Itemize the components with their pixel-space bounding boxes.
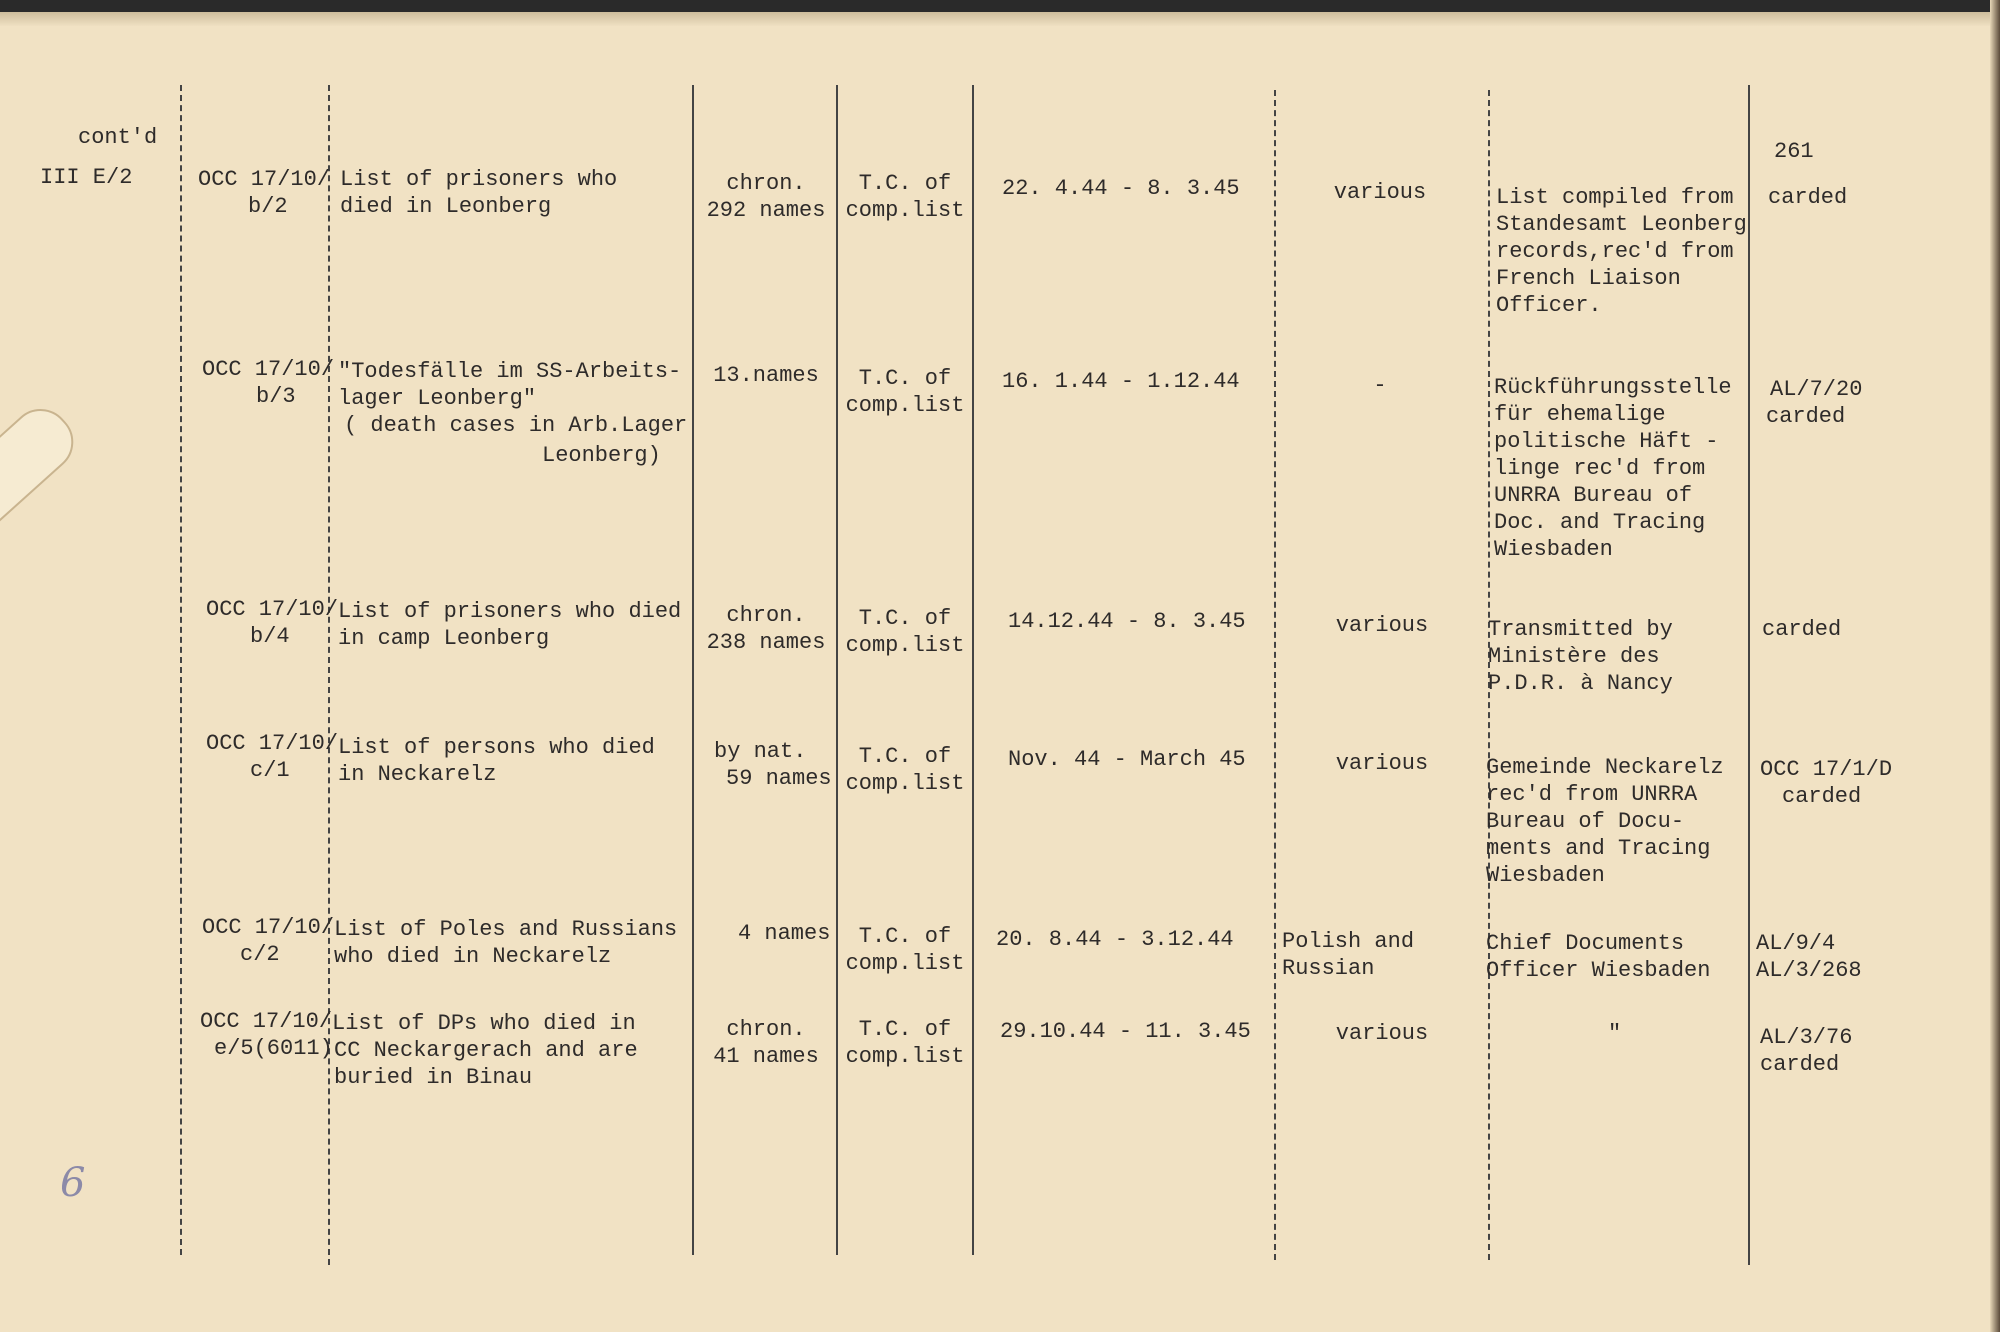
form-line: T.C. of: [858, 171, 952, 196]
source-line: records,rec'd from: [1496, 239, 1734, 264]
source-line: Standesamt Leonberg: [1496, 212, 1747, 237]
nationality: -: [1373, 373, 1387, 398]
description-line: in camp Leonberg: [338, 626, 550, 651]
ref-line: OCC 17/10/: [206, 731, 339, 756]
source-line: List compiled from: [1496, 185, 1734, 210]
form-line: T.C. of: [858, 606, 952, 631]
ref-line: OCC 17/10/: [202, 915, 335, 940]
source-line: für ehemalige: [1494, 402, 1666, 427]
remarks-line: carded: [1760, 1052, 1840, 1077]
source-line: Gemeinde Neckarelz: [1486, 755, 1724, 780]
ref-line: b/3: [256, 384, 296, 409]
nationality: various: [1335, 751, 1429, 776]
ref-line: OCC 17/10/: [198, 167, 331, 192]
column-rule-4: [836, 85, 838, 1255]
description-line: List of Poles and Russians: [334, 917, 678, 942]
column-rule-2: [328, 85, 330, 1265]
source-line: Ministère des: [1488, 644, 1660, 669]
source-line: French Liaison: [1496, 266, 1681, 291]
column-rule-5: [972, 85, 974, 1255]
source-line: ments and Tracing: [1486, 836, 1711, 861]
handwritten-margin-note: 6: [60, 1160, 86, 1206]
form-line: T.C. of: [858, 744, 952, 769]
description-line: lager Leonberg": [338, 386, 537, 411]
nationality-line: Polish and: [1282, 929, 1415, 954]
form-line: comp.list: [845, 393, 965, 418]
arrangement-line: chron.: [726, 171, 806, 196]
ref-line: OCC 17/10/: [200, 1009, 333, 1034]
description-line: List of prisoners who: [340, 167, 618, 192]
contd-label: cont'd: [78, 125, 158, 150]
source-line: Rückführungsstelle: [1494, 375, 1732, 400]
remarks-line: AL/9/4: [1756, 931, 1836, 956]
ref-line: OCC 17/10/: [202, 357, 335, 382]
form-line: comp.list: [845, 951, 965, 976]
source-line: Wiesbaden: [1486, 863, 1605, 888]
source-line: Bureau of Docu-: [1486, 809, 1685, 834]
form-line: comp.list: [845, 1044, 965, 1069]
source-line: P.D.R. à Nancy: [1488, 671, 1673, 696]
column-rule-6: [1274, 90, 1276, 1260]
page-number: 261: [1774, 139, 1814, 164]
remarks-line: AL/7/20: [1770, 377, 1863, 402]
source-line: Transmitted by: [1488, 617, 1673, 642]
arrangement-line: 292 names: [706, 198, 826, 223]
arrangement-line: 13.names: [713, 363, 819, 388]
ref-line: b/2: [248, 194, 288, 219]
description-line: "Todesfälle im SS-Arbeits-: [338, 359, 682, 384]
arrangement-line: 59 names: [726, 766, 832, 791]
remarks-line: carded: [1768, 185, 1848, 210]
section-label: III E/2: [40, 165, 133, 190]
source-line: Wiesbaden: [1494, 537, 1613, 562]
period: Nov. 44 - March 45: [1008, 747, 1246, 772]
nationality-line: Russian: [1282, 956, 1375, 981]
period: 16. 1.44 - 1.12.44: [1002, 369, 1240, 394]
column-rule-8: [1748, 85, 1750, 1265]
source-line: ": [1608, 1021, 1622, 1046]
source-line: linge rec'd from: [1494, 456, 1706, 481]
nationality: various: [1333, 180, 1427, 205]
page-top-edge: [0, 0, 2000, 12]
page-top-shadow: [0, 12, 2000, 26]
period: 14.12.44 - 8. 3.45: [1008, 609, 1246, 634]
period: 29.10.44 - 11. 3.45: [1000, 1019, 1251, 1044]
arrangement-line: chron.: [726, 603, 806, 628]
nationality: various: [1335, 1021, 1429, 1046]
remarks-line: carded: [1766, 404, 1846, 429]
description-line: died in Leonberg: [340, 194, 552, 219]
form-line: comp.list: [845, 198, 965, 223]
page-right-edge: [1990, 0, 2000, 1332]
description-line: who died in Neckarelz: [334, 944, 612, 969]
remarks-line: carded: [1782, 784, 1862, 809]
ref-line: OCC 17/10/: [206, 597, 339, 622]
description-line: CC Neckargerach and are: [334, 1038, 638, 1063]
description-line: List of prisoners who died: [338, 599, 682, 624]
form-line: T.C. of: [858, 366, 952, 391]
ref-line: e/5(6011): [214, 1036, 333, 1061]
description-line: in Neckarelz: [338, 762, 497, 787]
source-line: UNRRA Bureau of: [1494, 483, 1693, 508]
remarks-line: OCC 17/1/D: [1760, 757, 1893, 782]
remarks-line: AL/3/268: [1756, 958, 1862, 983]
arrangement-line: by nat.: [714, 739, 807, 764]
binder-tab: [0, 397, 86, 548]
source-line: rec'd from UNRRA: [1486, 782, 1698, 807]
form-line: T.C. of: [858, 924, 952, 949]
form-line: comp.list: [845, 771, 965, 796]
arrangement-line: chron.: [726, 1017, 806, 1042]
form-line: T.C. of: [858, 1017, 952, 1042]
source-line: Doc. and Tracing: [1494, 510, 1706, 535]
arrangement-line: 238 names: [706, 630, 826, 655]
period: 22. 4.44 - 8. 3.45: [1002, 176, 1240, 201]
description-line: buried in Binau: [334, 1065, 533, 1090]
source-line: politische Häft -: [1494, 429, 1719, 454]
description-line: List of DPs who died in: [332, 1011, 636, 1036]
ref-line: c/2: [240, 942, 280, 967]
source-line: Officer Wiesbaden: [1486, 958, 1711, 983]
nationality: various: [1335, 613, 1429, 638]
arrangement-line: 4 names: [738, 921, 831, 946]
arrangement-line: 41 names: [713, 1044, 819, 1069]
form-line: comp.list: [845, 633, 965, 658]
column-rule-1: [180, 85, 182, 1255]
description-line: List of persons who died: [338, 735, 655, 760]
period: 20. 8.44 - 3.12.44: [996, 927, 1234, 952]
description-line: Leonberg): [542, 443, 661, 468]
remarks-line: AL/3/76: [1760, 1025, 1853, 1050]
column-rule-3: [692, 85, 694, 1255]
source-line: Chief Documents: [1486, 931, 1685, 956]
description-line: ( death cases in Arb.Lager: [344, 413, 688, 438]
source-line: Officer.: [1496, 293, 1602, 318]
ref-line: c/1: [250, 758, 290, 783]
remarks-line: carded: [1762, 617, 1842, 642]
ref-line: b/4: [250, 624, 290, 649]
